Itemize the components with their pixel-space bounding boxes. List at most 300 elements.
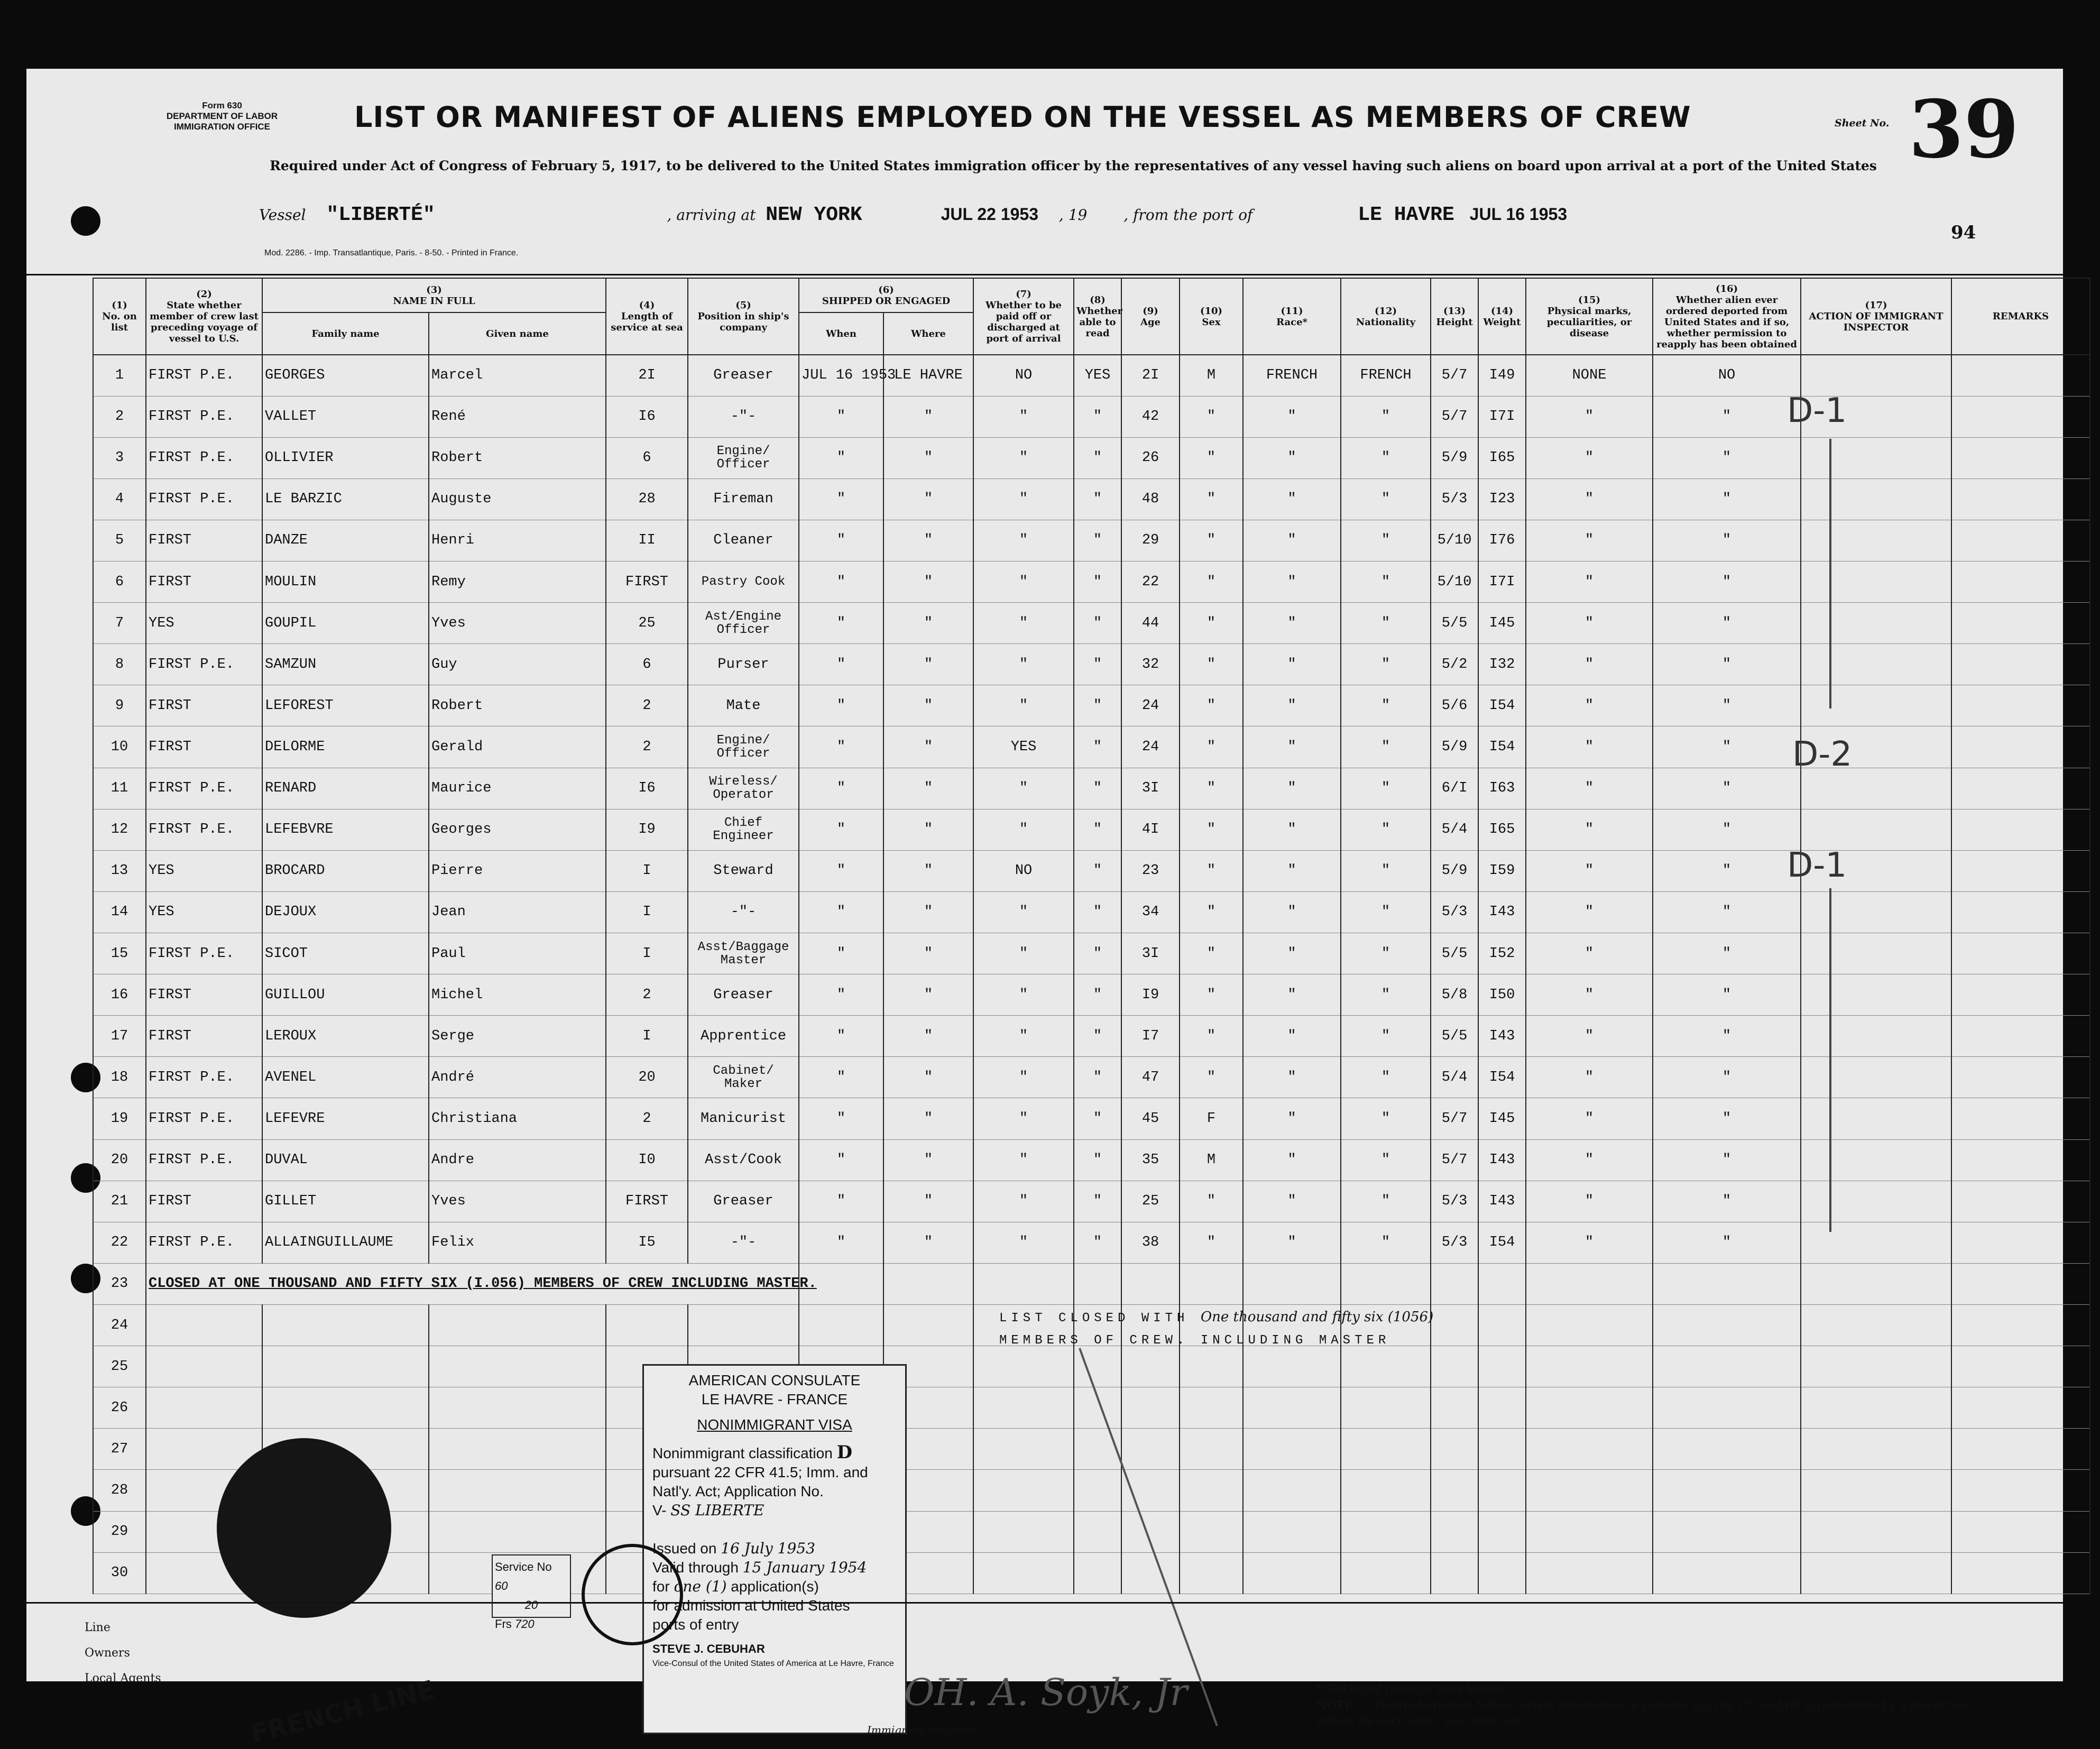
- row-number: 15: [93, 933, 146, 974]
- shipped-when: ": [799, 933, 883, 974]
- prev-voyage: FIRST P.E.: [146, 644, 262, 685]
- for-label: for: [652, 1578, 670, 1595]
- shipped-when: ": [799, 891, 883, 933]
- shipped-where: ": [883, 1181, 973, 1222]
- empty-cell: [1431, 1387, 1478, 1429]
- empty-cell: [262, 1387, 429, 1429]
- family-name: LEFEBVRE: [262, 809, 429, 850]
- empty-cell: [1074, 1387, 1121, 1429]
- empty-cell: [1431, 1470, 1478, 1511]
- empty-cell: [1243, 1346, 1341, 1387]
- action-bracket-line: [1829, 888, 1831, 1232]
- given-name: Paul: [429, 933, 606, 974]
- height: 5/9: [1431, 437, 1478, 478]
- service-length: FIRST: [606, 1181, 688, 1222]
- family-name: LE BARZIC: [262, 478, 429, 520]
- when-subheader: When: [799, 312, 883, 355]
- table-row: [93, 561, 2090, 603]
- shipped-where: ": [883, 768, 973, 809]
- empty-cell: [1526, 1429, 1653, 1470]
- row-number: 3: [93, 437, 146, 478]
- given-name: André: [429, 1057, 606, 1098]
- age: 34: [1121, 891, 1180, 933]
- deported: ": [1653, 1057, 1801, 1098]
- empty-cell: [146, 1305, 262, 1346]
- shipped-where: ": [883, 520, 973, 561]
- row-number: 24: [93, 1305, 146, 1346]
- weight: I43: [1478, 1016, 1526, 1057]
- deported: NO: [1653, 355, 1801, 396]
- family-name: VALLET: [262, 396, 429, 437]
- weight: I50: [1478, 974, 1526, 1016]
- empty-cell: [1801, 1511, 1951, 1552]
- empty-cell: [1341, 1346, 1431, 1387]
- deported: ": [1653, 396, 1801, 437]
- remarks-cell: [1951, 1222, 2090, 1263]
- inspector-action-cell: [1801, 478, 1951, 520]
- nationality: ": [1341, 726, 1431, 768]
- shipped-when: ": [799, 520, 883, 561]
- position: Pastry Cook: [688, 561, 799, 603]
- shipped-when: ": [799, 685, 883, 726]
- empty-cell: [1431, 1263, 1478, 1304]
- seal-emblem: [217, 1438, 391, 1618]
- physical-marks: ": [1526, 603, 1653, 644]
- given-name: Yves: [429, 603, 606, 644]
- given-name: Georges: [429, 809, 606, 850]
- height: 5/10: [1431, 520, 1478, 561]
- empty-cell: [973, 1263, 1074, 1304]
- row-number: 22: [93, 1222, 146, 1263]
- paid-off: ": [973, 809, 1074, 850]
- ports-text: ports of entry: [652, 1616, 739, 1633]
- able-to-read: ": [1074, 891, 1121, 933]
- empty-cell: [1801, 1387, 1951, 1429]
- given-name: Marcel: [429, 355, 606, 396]
- height: 5/9: [1431, 726, 1478, 768]
- race: FRENCH: [1243, 355, 1341, 396]
- physical-marks: ": [1526, 726, 1653, 768]
- sex: ": [1180, 726, 1243, 768]
- height: 5/5: [1431, 1016, 1478, 1057]
- nationality: ": [1341, 603, 1431, 644]
- service-length: I0: [606, 1139, 688, 1181]
- empty-cell: [1653, 1429, 1801, 1470]
- age: I9: [1121, 974, 1180, 1016]
- empty-cell: [973, 1346, 1074, 1387]
- deported: ": [1653, 644, 1801, 685]
- shipped-when: ": [799, 644, 883, 685]
- family-name: GEORGES: [262, 355, 429, 396]
- able-to-read: ": [1074, 603, 1121, 644]
- able-to-read: ": [1074, 685, 1121, 726]
- shipped-where: ": [883, 1222, 973, 1263]
- consulate-city: LE HAVRE - FRANCE: [701, 1391, 848, 1407]
- footer-labels: [85, 1615, 161, 1691]
- empty-cell: [1341, 1470, 1431, 1511]
- sex: ": [1180, 437, 1243, 478]
- weight: I43: [1478, 1139, 1526, 1181]
- empty-cell: [1180, 1552, 1243, 1594]
- inspector-action-cell: [1801, 561, 1951, 603]
- table-row: [93, 891, 2090, 933]
- nationality: ": [1341, 561, 1431, 603]
- table-row: [93, 603, 2090, 644]
- sex: ": [1180, 974, 1243, 1016]
- inspector-action-3: D-1: [1787, 846, 1847, 885]
- age: 24: [1121, 726, 1180, 768]
- empty-cell: [1243, 1387, 1341, 1429]
- nationality: ": [1341, 644, 1431, 685]
- visa-regulation: pursuant 22 CFR 41.5; Imm. and: [652, 1464, 868, 1480]
- position: Asst/Cook: [688, 1139, 799, 1181]
- empty-cell: [1243, 1552, 1341, 1594]
- given-name: Maurice: [429, 768, 606, 809]
- empty-cell: [1121, 1387, 1180, 1429]
- age: 42: [1121, 396, 1180, 437]
- given-name: Robert: [429, 685, 606, 726]
- height: 6/I: [1431, 768, 1478, 809]
- empty-cell: [606, 1305, 688, 1346]
- row-number: 19: [93, 1098, 146, 1139]
- empty-cell: [262, 1346, 429, 1387]
- service-length: 2: [606, 726, 688, 768]
- col-prev-voyage-header: (2) State whether member of crew last preceding voyage of vessel to U.S.: [146, 278, 262, 355]
- position: Ast/Engine Officer: [688, 603, 799, 644]
- empty-cell: [1121, 1552, 1180, 1594]
- empty-cell: [1180, 1263, 1243, 1304]
- consulate-visa-stamp: [642, 1364, 907, 1734]
- inspector-action-cell: [1801, 1222, 1951, 1263]
- shipped-where: ": [883, 891, 973, 933]
- vessel-line: [259, 204, 1567, 226]
- age: 25: [1121, 1181, 1180, 1222]
- visa-application: Natl'y. Act; Application No.: [652, 1483, 824, 1499]
- col-physical-header: (15) Physical marks, peculiarities, or disease: [1526, 278, 1653, 355]
- fee-amount: 720: [514, 1617, 535, 1631]
- nationality: ": [1341, 768, 1431, 809]
- age: 22: [1121, 561, 1180, 603]
- given-name: Christiana: [429, 1098, 606, 1139]
- able-to-read: ": [1074, 1181, 1121, 1222]
- shipped-when: ": [799, 437, 883, 478]
- empty-cell: [1801, 1429, 1951, 1470]
- weight: I43: [1478, 891, 1526, 933]
- remarks-cell: [1951, 685, 2090, 726]
- family-name: LEFEVRE: [262, 1098, 429, 1139]
- age: 4I: [1121, 809, 1180, 850]
- deported: ": [1653, 1139, 1801, 1181]
- shipped-where: ": [883, 437, 973, 478]
- height: 5/3: [1431, 1222, 1478, 1263]
- table-row: [93, 644, 2090, 685]
- prev-voyage: YES: [146, 850, 262, 891]
- empty-cell: [973, 1387, 1074, 1429]
- service-length: 6: [606, 437, 688, 478]
- family-name: BROCARD: [262, 850, 429, 891]
- weight: I76: [1478, 520, 1526, 561]
- age: 23: [1121, 850, 1180, 891]
- empty-cell: [1341, 1552, 1431, 1594]
- inspector-action-1: D-1: [1787, 391, 1847, 430]
- given-name: Auguste: [429, 478, 606, 520]
- sex: ": [1180, 891, 1243, 933]
- empty-cell: [429, 1470, 606, 1511]
- service-length: I: [606, 850, 688, 891]
- given-name: Henri: [429, 520, 606, 561]
- for-count: one (1): [674, 1578, 727, 1595]
- prev-voyage: FIRST: [146, 726, 262, 768]
- shipped-when: JUL 16 1953: [799, 355, 883, 396]
- paid-off: ": [973, 974, 1074, 1016]
- able-to-read: ": [1074, 1222, 1121, 1263]
- sex: ": [1180, 644, 1243, 685]
- empty-cell: [1951, 1511, 2090, 1552]
- table-row: [93, 1016, 2090, 1057]
- given-name: Robert: [429, 437, 606, 478]
- empty-cell: [429, 1387, 606, 1429]
- given-name: Yves: [429, 1181, 606, 1222]
- prev-voyage: FIRST P.E.: [146, 437, 262, 478]
- where-subheader: Where: [883, 312, 973, 355]
- position: -"-: [688, 891, 799, 933]
- race: ": [1243, 1139, 1341, 1181]
- manifest-table: [93, 278, 2090, 1594]
- service-length: II: [606, 520, 688, 561]
- physical-marks: ": [1526, 478, 1653, 520]
- shipped-when: ": [799, 1139, 883, 1181]
- shipped-where: ": [883, 478, 973, 520]
- shipped-when: ": [799, 1181, 883, 1222]
- race: ": [1243, 891, 1341, 933]
- nationality: ": [1341, 437, 1431, 478]
- col-age-header: (9) Age: [1121, 278, 1180, 355]
- col-nationality-header: (12) Nationality: [1341, 278, 1431, 355]
- col-position-header: (5) Position in ship's company: [688, 278, 799, 355]
- empty-cell: [1478, 1346, 1526, 1387]
- prev-voyage: FIRST P.E.: [146, 1139, 262, 1181]
- col-weight-header: (14) Weight: [1478, 278, 1526, 355]
- service-length: 2I: [606, 355, 688, 396]
- deported: ": [1653, 891, 1801, 933]
- remarks-cell: [1951, 603, 2090, 644]
- inspector-action-cell: [1801, 603, 1951, 644]
- row-number: 1: [93, 355, 146, 396]
- col-height-header: (13) Height: [1431, 278, 1478, 355]
- weight: I63: [1478, 768, 1526, 809]
- physical-marks: ": [1526, 891, 1653, 933]
- empty-cell: [1951, 1429, 2090, 1470]
- race: ": [1243, 437, 1341, 478]
- empty-cell: [1526, 1305, 1653, 1346]
- row-number: 17: [93, 1016, 146, 1057]
- family-name: DUVAL: [262, 1139, 429, 1181]
- nationality: ": [1341, 1098, 1431, 1139]
- row-number: 29: [93, 1511, 146, 1552]
- race: ": [1243, 603, 1341, 644]
- table-row: [93, 437, 2090, 478]
- sheet-label: Sheet No.: [1835, 117, 1890, 129]
- inspector-signature: OH. A. Soyk, Jr: [904, 1671, 1188, 1714]
- empty-row: [93, 1552, 2090, 1594]
- prev-voyage: FIRST: [146, 1016, 262, 1057]
- family-name: DANZE: [262, 520, 429, 561]
- arriving-label: , arriving at: [667, 206, 756, 224]
- paid-off: ": [973, 768, 1074, 809]
- vessel-name: "LIBERTÉ": [326, 204, 435, 226]
- row-number: 10: [93, 726, 146, 768]
- sex: ": [1180, 478, 1243, 520]
- deported: ": [1653, 520, 1801, 561]
- empty-cell: [429, 1429, 606, 1470]
- prev-voyage: FIRST P.E.: [146, 809, 262, 850]
- col-no-header: (1) No. on list: [93, 278, 146, 355]
- paid-off: ": [973, 1057, 1074, 1098]
- empty-cell: [1951, 1305, 2090, 1346]
- height: 5/7: [1431, 1098, 1478, 1139]
- given-name: René: [429, 396, 606, 437]
- family-name: DELORME: [262, 726, 429, 768]
- french-line-stamp: FRENCH LINE: [247, 1674, 438, 1749]
- row-number: 18: [93, 1057, 146, 1098]
- sex: ": [1180, 933, 1243, 974]
- remarks-cell: [1951, 933, 2090, 974]
- height: 5/5: [1431, 933, 1478, 974]
- nationality: ": [1341, 1181, 1431, 1222]
- physical-marks: NONE: [1526, 355, 1653, 396]
- remarks-cell: [1951, 974, 2090, 1016]
- inspector-action-cell: [1801, 1016, 1951, 1057]
- inspector-action-cell: [1801, 809, 1951, 850]
- deported: ": [1653, 933, 1801, 974]
- service-length: I6: [606, 768, 688, 809]
- service-length: 6: [606, 644, 688, 685]
- action-bracket-line: [1829, 439, 1831, 708]
- age: 24: [1121, 685, 1180, 726]
- deported: ": [1653, 1098, 1801, 1139]
- paid-off: ": [973, 933, 1074, 974]
- row-number: 13: [93, 850, 146, 891]
- empty-cell: [883, 1263, 973, 1304]
- empty-cell: [1431, 1305, 1478, 1346]
- row-number: 21: [93, 1181, 146, 1222]
- able-to-read: ": [1074, 974, 1121, 1016]
- height: 5/2: [1431, 644, 1478, 685]
- position: Purser: [688, 644, 799, 685]
- races-note: * See list of races on back hereof.: [1316, 1683, 1506, 1696]
- sex: F: [1180, 1098, 1243, 1139]
- vessel-label: Vessel: [259, 206, 306, 224]
- footer-notes: [1316, 1681, 2004, 1729]
- agents-label: Local Agents: [85, 1672, 161, 1685]
- age: 44: [1121, 603, 1180, 644]
- remarks-cell: [1951, 809, 2090, 850]
- sex: ": [1180, 396, 1243, 437]
- remarks-cell: [1951, 478, 2090, 520]
- row-number: 6: [93, 561, 146, 603]
- col-name-header: (3) NAME IN FULL: [262, 278, 606, 312]
- fee-label: Frs: [495, 1617, 512, 1631]
- empty-row: [93, 1470, 2090, 1511]
- weight: I43: [1478, 1181, 1526, 1222]
- closed-row: [93, 1263, 2090, 1304]
- position: Greaser: [688, 355, 799, 396]
- family-name: GILLET: [262, 1181, 429, 1222]
- race: ": [1243, 478, 1341, 520]
- service-length: FIRST: [606, 561, 688, 603]
- height: 5/7: [1431, 355, 1478, 396]
- family-name-subheader: Family name: [262, 312, 429, 355]
- race: ": [1243, 1098, 1341, 1139]
- deported: ": [1653, 1016, 1801, 1057]
- physical-marks: ": [1526, 561, 1653, 603]
- manifest-page: [26, 69, 2063, 1749]
- empty-cell: [1951, 1263, 2090, 1304]
- position: Greaser: [688, 974, 799, 1016]
- signer-name: STEVE J. CEBUHAR: [652, 1642, 765, 1655]
- table-row: [93, 685, 2090, 726]
- row-number: 23: [93, 1263, 146, 1304]
- empty-cell: [1653, 1511, 1801, 1552]
- paid-off: ": [973, 1098, 1074, 1139]
- paid-off: ": [973, 685, 1074, 726]
- given-name: Andre: [429, 1139, 606, 1181]
- empty-cell: [1180, 1470, 1243, 1511]
- empty-cell: [1180, 1429, 1243, 1470]
- department: DEPARTMENT OF LABOR: [166, 111, 278, 121]
- paid-off: ": [973, 891, 1074, 933]
- deported: ": [1653, 1222, 1801, 1263]
- empty-cell: [146, 1346, 262, 1387]
- paid-off: NO: [973, 355, 1074, 396]
- given-name: Michel: [429, 974, 606, 1016]
- position: Asst/Baggage Master: [688, 933, 799, 974]
- sheet-number-small: 94: [1951, 222, 1976, 243]
- family-name: RENARD: [262, 768, 429, 809]
- paid-off: ": [973, 396, 1074, 437]
- empty-cell: [1431, 1346, 1478, 1387]
- able-to-read: ": [1074, 1057, 1121, 1098]
- able-to-read: ": [1074, 809, 1121, 850]
- application-label: application(s): [731, 1578, 819, 1595]
- deported: ": [1653, 1181, 1801, 1222]
- service-number: 60: [495, 1579, 508, 1592]
- shipped-when: ": [799, 1098, 883, 1139]
- inspector-action-cell: [1801, 933, 1951, 974]
- deported: ": [1653, 850, 1801, 891]
- able-to-read: ": [1074, 1016, 1121, 1057]
- empty-cell: [1180, 1511, 1243, 1552]
- race: ": [1243, 933, 1341, 974]
- shipped-when: ": [799, 1222, 883, 1263]
- height: 5/7: [1431, 396, 1478, 437]
- empty-cell: [1478, 1470, 1526, 1511]
- sex: ": [1180, 561, 1243, 603]
- empty-cell: [973, 1511, 1074, 1552]
- prev-voyage: FIRST: [146, 561, 262, 603]
- service-label: Service No: [495, 1560, 552, 1573]
- age: 3I: [1121, 768, 1180, 809]
- closed-statement: CLOSED AT ONE THOUSAND AND FIFTY SIX (I.056) MEMBERS OF CREW INCLUDING MASTER.: [146, 1263, 799, 1304]
- prev-voyage: FIRST P.E.: [146, 1222, 262, 1263]
- visa-vessel: SS LIBERTE: [670, 1502, 765, 1519]
- age: 45: [1121, 1098, 1180, 1139]
- valid-label: Valid through: [652, 1559, 739, 1576]
- able-to-read: ": [1074, 644, 1121, 685]
- deported: ": [1653, 561, 1801, 603]
- empty-cell: [1478, 1552, 1526, 1594]
- shipped-where: ": [883, 1057, 973, 1098]
